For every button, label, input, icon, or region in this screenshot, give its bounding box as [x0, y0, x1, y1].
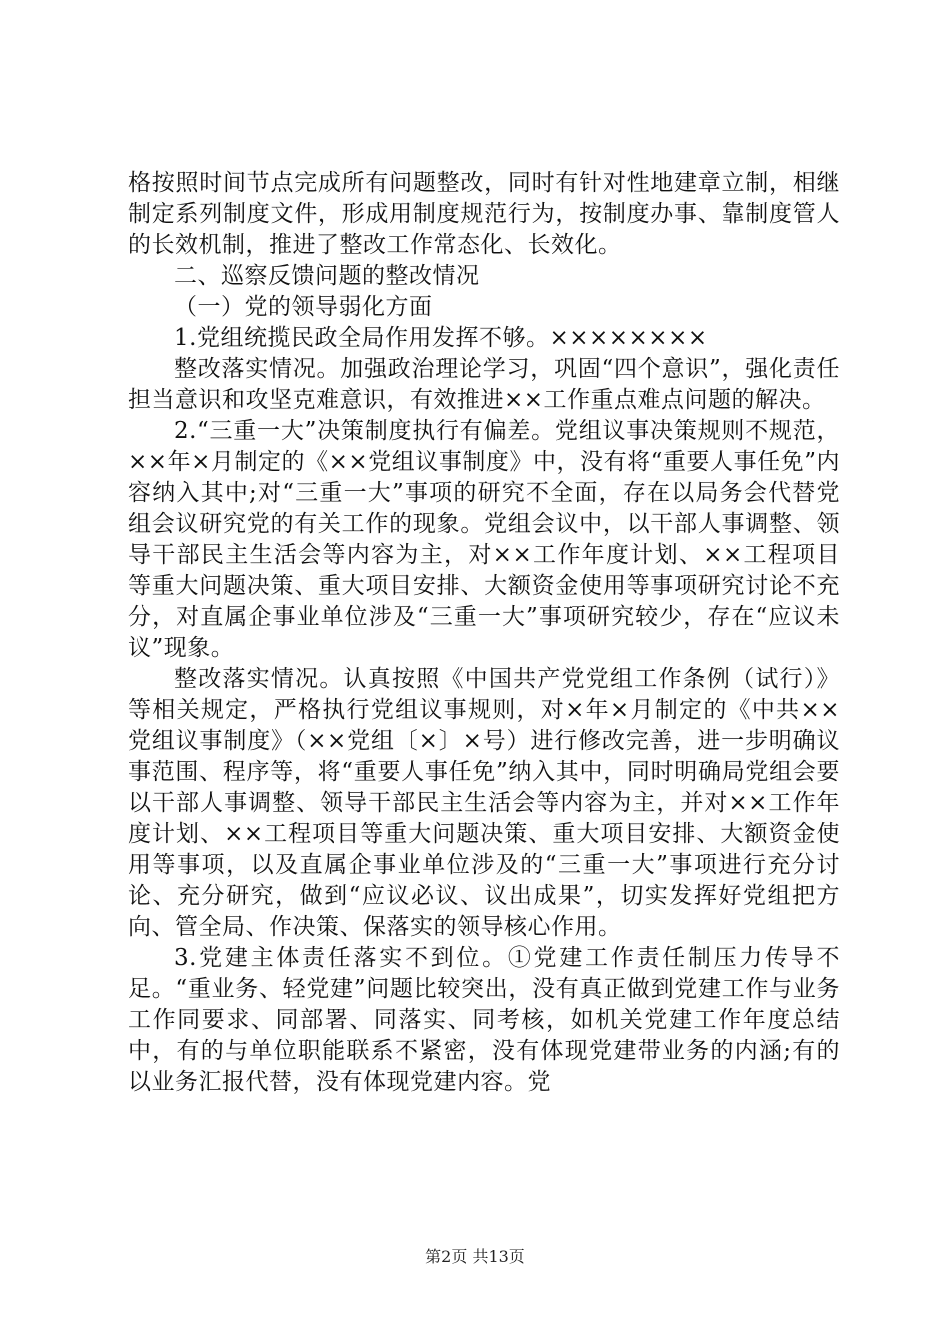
section-heading: 二、巡察反馈问题的整改情况 [174, 263, 480, 289]
paragraph-item-1: 1.党组统揽民政全局作用发挥不够。×××××××× [174, 325, 708, 351]
subsection-heading: （一）党的领导弱化方面 [174, 294, 433, 320]
paragraph-rectification-2: 整改落实情况。认真按照《中国共产党党组工作条例（试行）》等相关规定，严格执行党组议事规则，对×年×月制定的《中共××党组议事制度》（××党组〔×〕×号）进行修改完善，进一步明确议事范围、程序等，将“重要人事任免”纳入其中，同时明确局党组会要以干部人事调整、领导干部民主生活会等内容为主，并对××工作年度计划、××工程项目等重大问题决策、重大项目安排、大额资金使用等事项，以及直属企事业单位涉及的“三重一大”事项进行充分讨论、充分研究，做到“应议必议、议出成果”，切实发挥好党组把方向、管全局、作决策、保落实的领导核心作用。 [128, 666, 840, 940]
paragraph-item-3: 3.党建主体责任落实不到位。①党建工作责任制压力传导不足。“重业务、轻党建”问题比较突出，没有真正做到党建工作与业务工作同要求、同部署、同落实、同考核，如机关党建工作年度总结中，有的与单位职能联系不紧密，没有体现党建带业务的内涵;有的以业务汇报代替，没有体现党建内容。党 [128, 945, 840, 1095]
document-body [128, 168, 840, 1098]
paragraph-item-2: 2.“三重一大”决策制度执行有偏差。党组议事决策规则不规范，××年×月制定的《××党组议事制度》中，没有将“重要人事任免”内容纳入其中;对“三重一大”事项的研究不全面，存在以局务会代替党组会议研究党的有关工作的现象。党组会议中，以干部人事调整、领导干部民主生活会等内容为主，对××工作年度计划、××工程项目等重大问题决策、重大项目安排、大额资金使用等事项研究讨论不充分，对直属企事业单位涉及“三重一大”事项研究较少，存在“应议未议”现象。 [128, 418, 840, 661]
paragraph-rectification-1: 整改落实情况。加强政治理论学习，巩固“四个意识”，强化责任担当意识和攻坚克难意识，有效推进××工作重点难点问题的解决。 [128, 356, 840, 413]
paragraph-0: 格按照时间节点完成所有问题整改，同时有针对性地建章立制，相继制定系列制度文件，形成用制度规范行为，按制度办事、靠制度管人的长效机制，推进了整改工作常态化、长效化。 [128, 170, 840, 258]
page-footer: 第2页 共13页 [425, 1247, 525, 1266]
